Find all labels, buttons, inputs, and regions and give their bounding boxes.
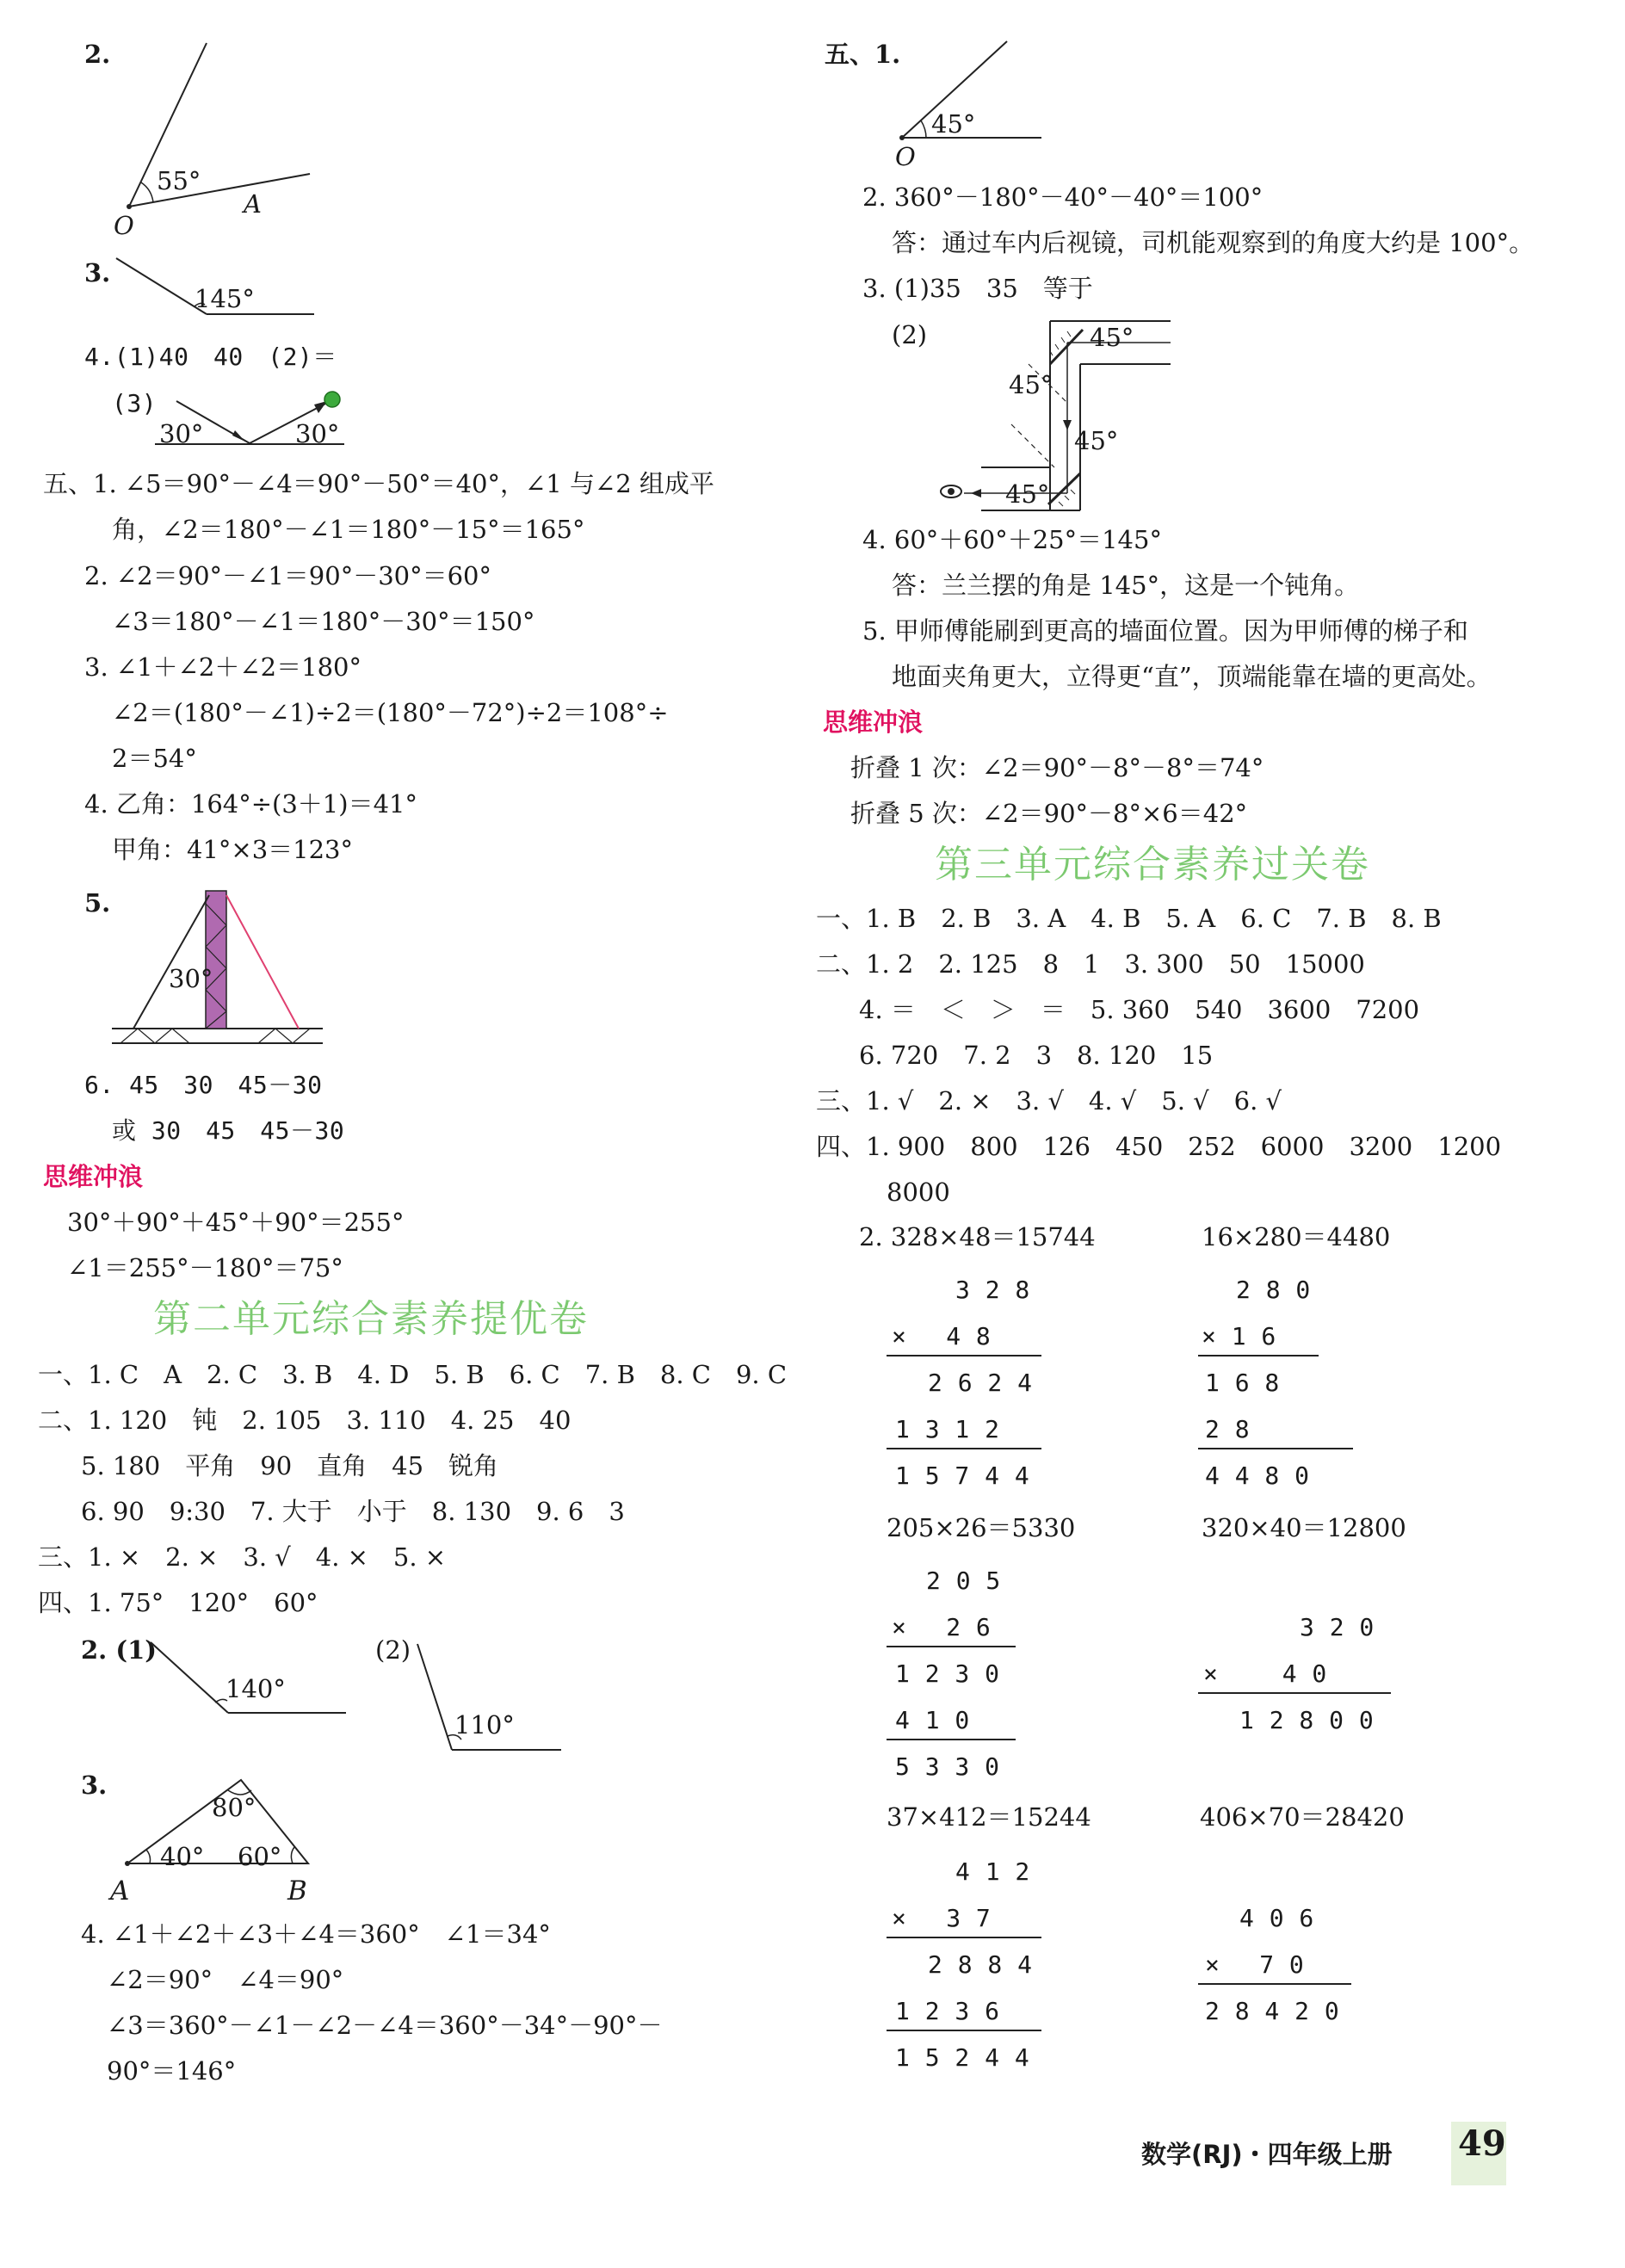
m2-row-3: 2 8 xyxy=(1205,1415,1251,1443)
m2-rule-2 xyxy=(1198,1448,1353,1449)
m4-equation: 320×40＝12800 xyxy=(1202,1513,1406,1542)
u3-line-2: 4. ＝ ＜ ＞ ＝ 5. 360 540 3600 7200 xyxy=(859,995,1420,1024)
think-right-2: 折叠 5 次：∠2＝90°－8°×6＝42° xyxy=(850,799,1248,828)
m1-equation: 2. 328×48＝15744 xyxy=(859,1222,1096,1251)
m2-row-0: 2 8 0 xyxy=(1236,1276,1311,1304)
think-title-right: 思维冲浪 xyxy=(823,708,924,737)
m1-row-2: 2 6 2 4 xyxy=(928,1369,1033,1397)
q4-angle-2: 30° xyxy=(295,419,340,448)
footer-subject: 数学(RJ)・四年级上册 xyxy=(1141,2140,1393,2169)
s5-line-9: 5. xyxy=(84,888,111,918)
m1-row-0: 3 2 8 xyxy=(955,1276,1030,1304)
m1-row-1: × 4 8 xyxy=(892,1322,992,1350)
q4-line2: (3) xyxy=(112,389,158,417)
m1-row-3: 1 3 1 2 xyxy=(895,1415,1000,1443)
m4-row-1: × 4 0 xyxy=(1203,1659,1327,1688)
q6-line1: 6. 45 30 45－30 xyxy=(84,1071,323,1099)
mirror-angle-2: 45° xyxy=(1009,370,1053,399)
r-s5-vertex-O: O xyxy=(895,142,916,171)
q2-angle-value: 55° xyxy=(157,166,201,195)
m6-equation: 406×70＝28420 xyxy=(1200,1802,1405,1832)
think-left-2: ∠1＝255°－180°＝75° xyxy=(67,1253,343,1282)
u2-q3-point-A: A xyxy=(110,1876,130,1906)
u2-line-2: 5. 180 平角 90 直角 45 锐角 xyxy=(81,1451,499,1480)
mirror-periscope-figure xyxy=(930,317,1188,515)
m5-equation: 37×412＝15244 xyxy=(887,1802,1091,1832)
r-line-3: (2) xyxy=(892,320,928,349)
mirror-angle-3: 45° xyxy=(1074,426,1119,455)
m3-row-4: 5 3 3 0 xyxy=(895,1752,1000,1781)
m5-row-0: 4 1 2 xyxy=(955,1857,1030,1886)
u3-line-3: 6. 720 7. 2 3 8. 120 15 xyxy=(859,1041,1214,1070)
r-line-1: 答：通过车内后视镜，司机能观察到的角度大约是 100°。 xyxy=(892,228,1535,257)
u2-line-1: 二、1. 120 钝 2. 105 3. 110 4. 25 40 xyxy=(38,1406,572,1435)
q4-angle-1: 30° xyxy=(159,419,204,448)
s5-line-8: 甲角：41°×3＝123° xyxy=(112,835,354,864)
q3-label: 3. xyxy=(84,258,111,287)
r2-line-0: 4. 60°＋60°＋25°＝145° xyxy=(862,525,1162,554)
u2-q2-label: 2. (1) xyxy=(81,1635,157,1665)
m2-row-2: 1 6 8 xyxy=(1205,1369,1280,1397)
u2-line-4: 三、1. × 2. × 3. √ 4. × 5. × xyxy=(38,1542,447,1572)
m6-row-2: 2 8 4 2 0 xyxy=(1205,1997,1340,2025)
s5-line-5: ∠2＝(180°－∠1)÷2＝(180°－72°)÷2＝108°÷ xyxy=(112,698,669,727)
page-number: 49 xyxy=(1458,2123,1506,2164)
think-title-left: 思维冲浪 xyxy=(43,1162,144,1191)
u2-q4-line2: ∠3＝360°－∠1－∠2－∠4＝360°－34°－90°－ xyxy=(107,2011,663,2040)
m5-row-2: 2 8 8 4 xyxy=(928,1950,1033,1979)
s5-line-7: 4. 乙角：164°÷(3＋1)＝41° xyxy=(84,789,417,819)
m1-row-4: 1 5 7 4 4 xyxy=(895,1462,1030,1490)
u3-line-0: 一、1. B 2. B 3. A 4. B 5. A 6. C 7. B 8. B xyxy=(816,904,1442,933)
u2-line-3: 6. 90 9:30 7. 大于 小于 8. 130 9. 6 3 xyxy=(81,1497,625,1526)
r2-line-1: 答：兰兰摆的角是 145°，这是一个钝角。 xyxy=(892,571,1360,600)
u2-q3-top-angle: 80° xyxy=(212,1793,256,1822)
u2-q2-label2: (2) xyxy=(375,1635,411,1665)
m2-row-1: × 1 6 xyxy=(1202,1322,1276,1350)
m1-rule-2 xyxy=(887,1448,1041,1449)
m3-row-3: 4 1 0 xyxy=(895,1706,970,1734)
m5-row-4: 1 5 2 4 4 xyxy=(895,2043,1030,2072)
q6-line2: 或 30 45 45－30 xyxy=(112,1116,345,1145)
r-line-0: 2. 360°－180°－40°－40°＝100° xyxy=(862,182,1264,212)
m3-row-0: 2 0 5 xyxy=(926,1567,1001,1595)
unit2-title: 第二单元综合素养提优卷 xyxy=(153,1297,589,1341)
u2-q3-label: 3. xyxy=(81,1771,108,1800)
q2-label: 2. xyxy=(84,40,111,69)
think-left-1: 30°＋90°＋45°＋90°＝255° xyxy=(67,1208,405,1237)
m5-row-3: 1 2 3 6 xyxy=(895,1997,1000,2025)
u2-q2-angle2: 110° xyxy=(454,1710,515,1740)
m5-rule-2 xyxy=(887,2030,1041,2031)
s5-line-2: 2. ∠2＝90°－∠1＝90°－30°＝60° xyxy=(84,561,491,590)
u2-q3-left-angle: 40° xyxy=(160,1842,205,1871)
m3-row-2: 1 2 3 0 xyxy=(895,1659,1000,1688)
u2-q3-right-angle: 60° xyxy=(238,1842,282,1871)
u3-line-5: 四、1. 900 800 126 450 252 6000 3200 1200 xyxy=(816,1132,1502,1161)
u3-line-6: 8000 xyxy=(887,1177,950,1207)
u2-q4-line1: ∠2＝90° ∠4＝90° xyxy=(107,1965,344,1994)
m1-rule-1 xyxy=(887,1355,1041,1356)
u3-line-4: 三、1. √ 2. × 3. √ 4. √ 5. √ 6. √ xyxy=(816,1086,1282,1115)
m6-row-1: × 7 0 xyxy=(1205,1950,1305,1979)
q4-line1: 4.(1)40 40 (2)＝ xyxy=(84,343,337,371)
q5-tower-figure xyxy=(108,887,331,1050)
q2-vertex-O: O xyxy=(114,211,134,240)
s5-line-1: 角，∠2＝180°－∠1＝180°－15°＝165° xyxy=(112,515,585,544)
s5-line-6: 2＝54° xyxy=(112,744,197,773)
u2-q4-line3: 90°＝146° xyxy=(107,2056,237,2086)
m6-row-0: 4 0 6 xyxy=(1239,1904,1314,1932)
r2-line-2: 5. 甲师傅能刷到更高的墙面位置。因为甲师傅的梯子和 xyxy=(862,616,1468,646)
think-right-1: 折叠 1 次：∠2＝90°－8°－8°＝74° xyxy=(850,753,1264,782)
m6-rule-1 xyxy=(1198,1983,1351,1985)
m3-rule-2 xyxy=(887,1739,1016,1740)
q3-angle-value: 145° xyxy=(195,284,255,313)
r2-line-3: 地面夹角更大，立得更“直”，顶端能靠在墙的更高处。 xyxy=(892,662,1492,691)
m4-row-2: 1 2 8 0 0 xyxy=(1239,1706,1375,1734)
u2-q3-point-B: B xyxy=(287,1876,307,1906)
q2-point-A: A xyxy=(244,189,262,219)
m3-equation: 205×26＝5330 xyxy=(887,1513,1076,1542)
m2-row-4: 4 4 8 0 xyxy=(1205,1462,1310,1490)
m2-equation: 16×280＝4480 xyxy=(1202,1222,1391,1251)
s5-line-0: 五、1. ∠5＝90°－∠4＝90°－50°＝40°，∠1 与∠2 组成平 xyxy=(43,469,714,498)
mirror-angle-1: 45° xyxy=(1090,323,1134,352)
unit3-title: 第三单元综合素养过关卷 xyxy=(935,843,1370,887)
s5-line-4: 3. ∠1＋∠2＋∠2＝180° xyxy=(84,652,361,682)
m5-row-1: × 3 7 xyxy=(892,1904,992,1932)
u3-line-1: 二、1. 2 2. 125 8 1 3. 300 50 15000 xyxy=(816,949,1365,979)
q2-angle-figure xyxy=(103,34,327,250)
q5-angle-value: 30° xyxy=(169,964,213,993)
m3-rule-1 xyxy=(887,1646,1016,1647)
m3-row-1: × 2 6 xyxy=(892,1613,992,1641)
u2-q2-angle1: 140° xyxy=(226,1674,286,1703)
u2-line-5: 四、1. 75° 120° 60° xyxy=(38,1588,318,1617)
m4-rule-1 xyxy=(1198,1692,1391,1694)
r-s5-angle-value: 45° xyxy=(931,109,976,139)
u2-line-0: 一、1. C A 2. C 3. B 4. D 5. B 6. C 7. B 8. C 9. C xyxy=(38,1360,788,1389)
r-s5-label: 五、1. xyxy=(825,40,901,69)
mirror-angle-4: 45° xyxy=(1005,479,1050,509)
m5-rule-1 xyxy=(887,1937,1041,1938)
u2-q4-line0: 4. ∠1＋∠2＋∠3＋∠4＝360° ∠1＝34° xyxy=(81,1919,551,1949)
m4-row-0: 3 2 0 xyxy=(1300,1613,1375,1641)
m2-rule-1 xyxy=(1198,1355,1319,1356)
u2-q2-angle2-figure xyxy=(413,1640,568,1760)
r-line-2: 3. (1)35 35 等于 xyxy=(862,274,1093,303)
s5-line-3: ∠3＝180°－∠1＝180°－30°＝150° xyxy=(112,607,535,636)
